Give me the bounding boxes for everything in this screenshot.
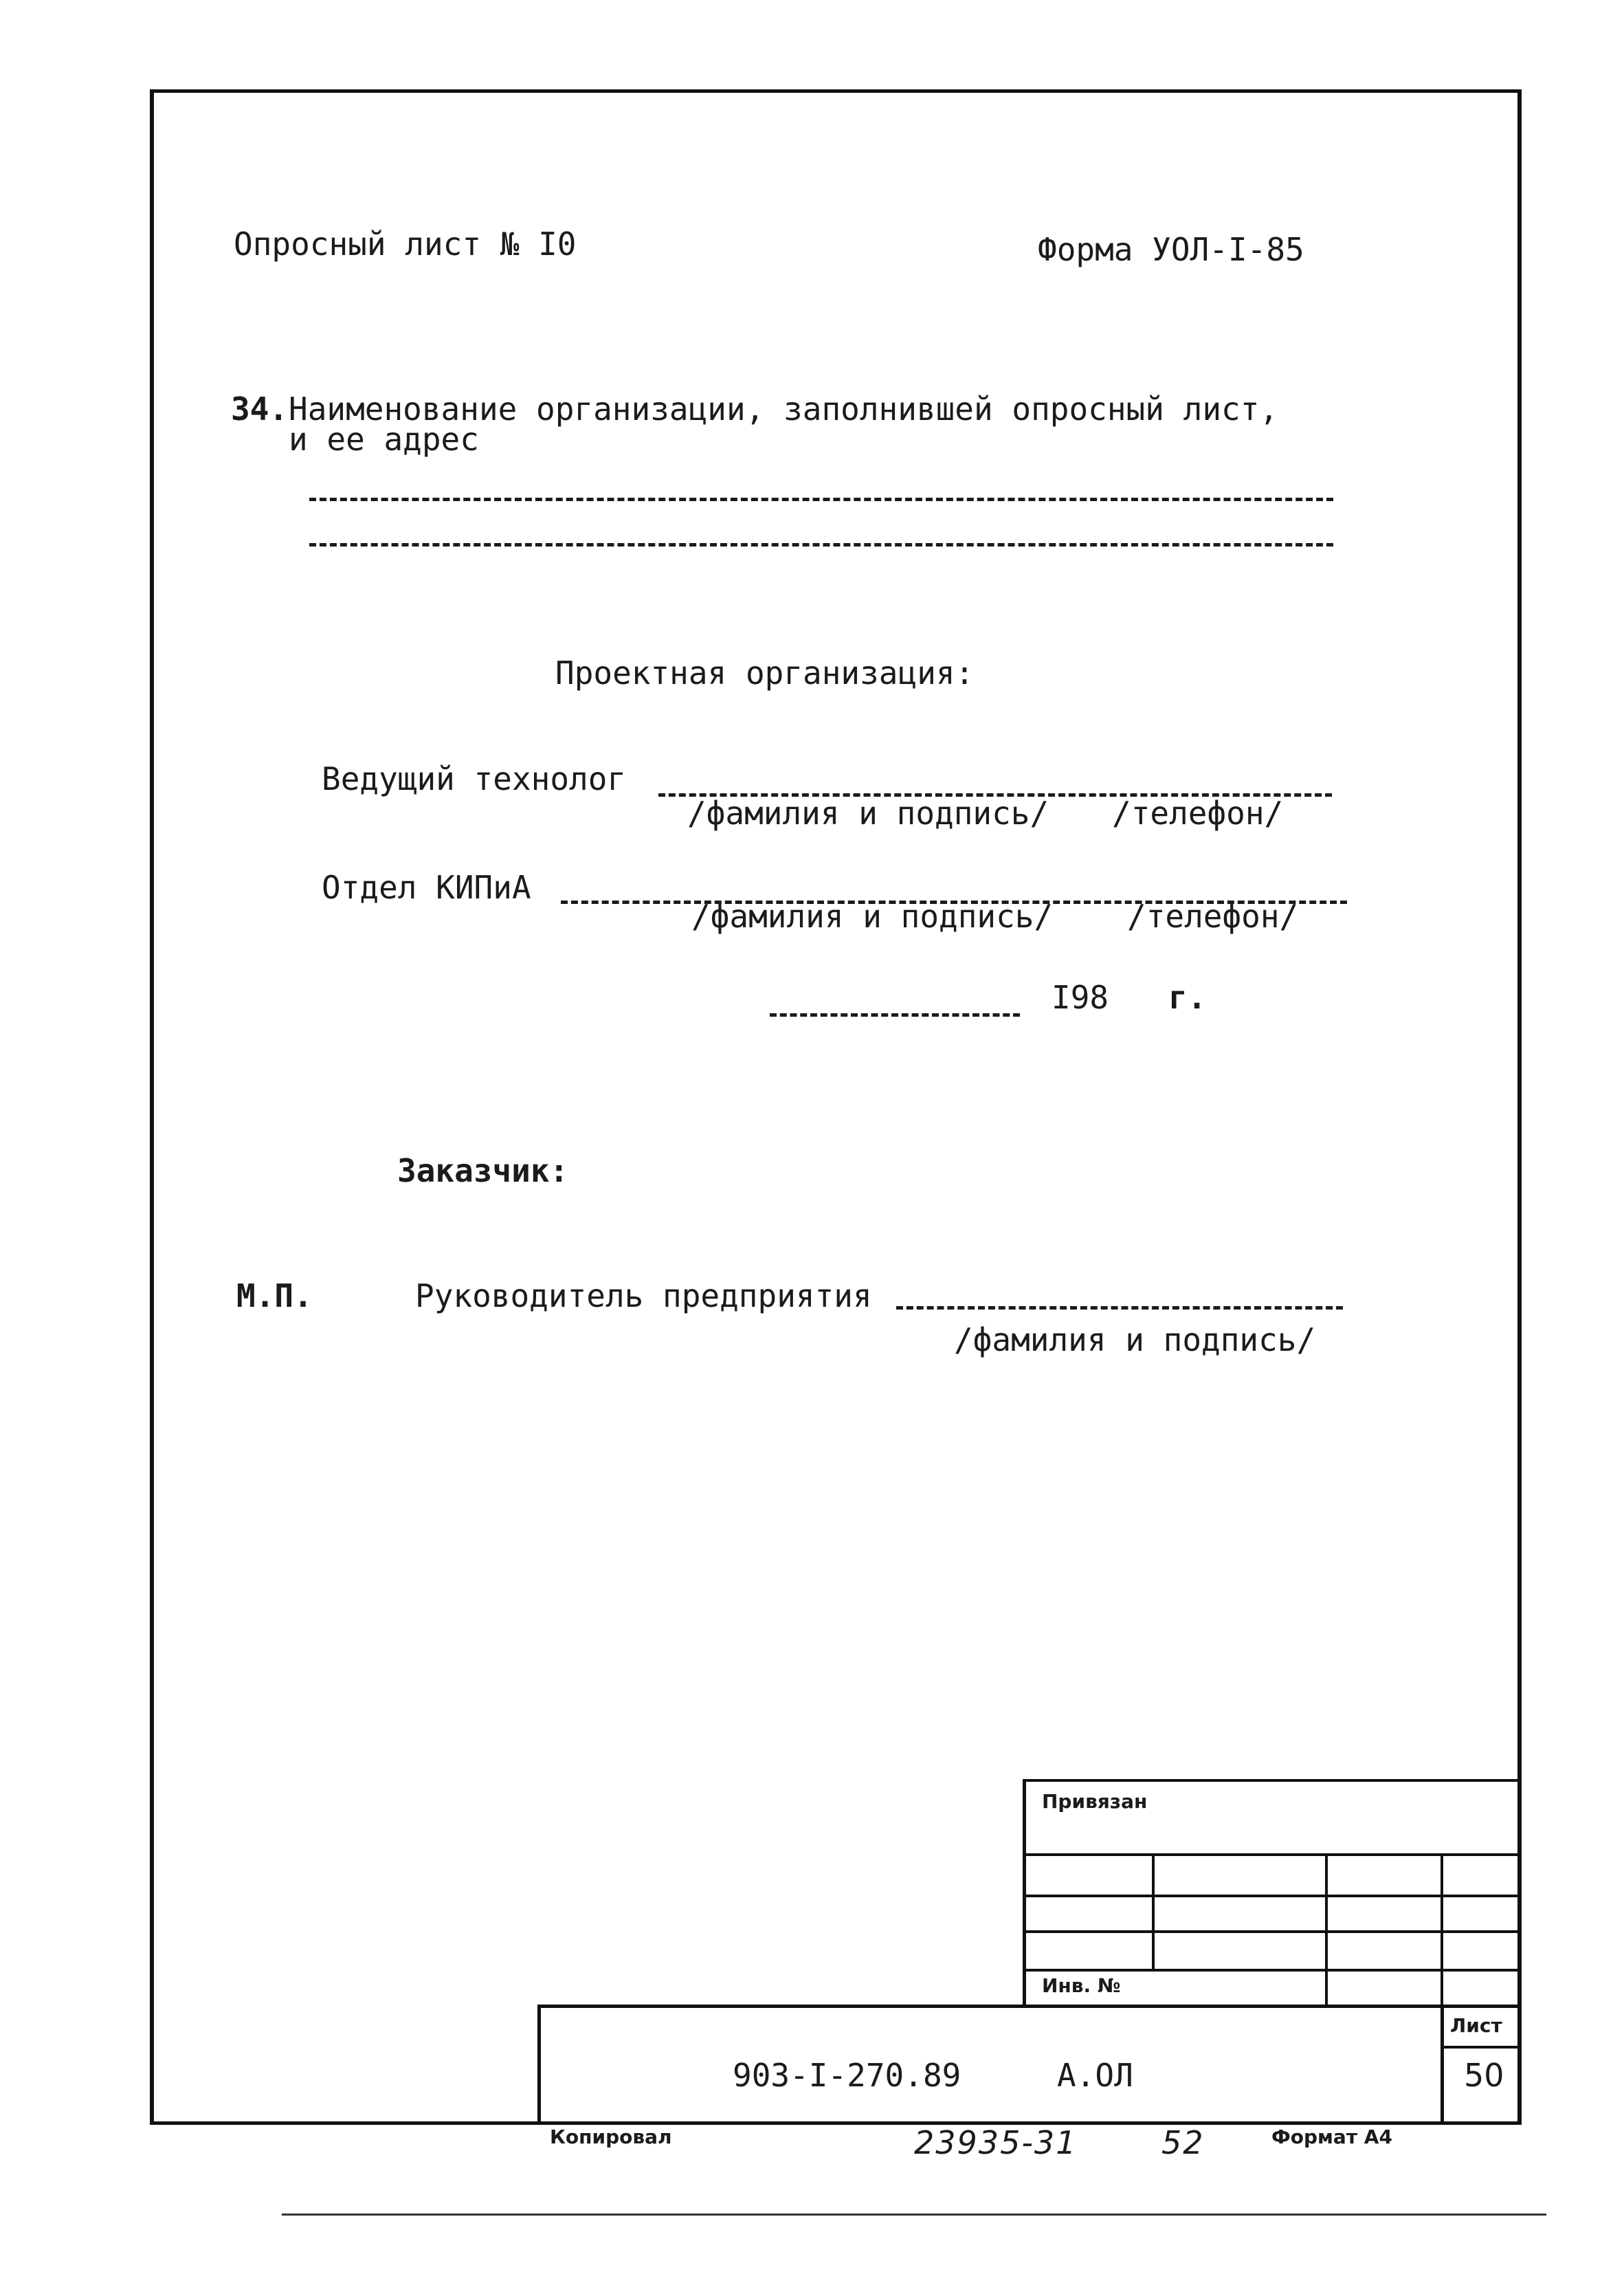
seal-label: М.П. [236,1277,313,1314]
kipia-phone-caption: /телефон/ [1127,898,1299,935]
stamp-upper-top-border [1023,1779,1519,1782]
lead-technologist-label: Ведущий технолог [322,760,627,797]
inv-number-label: Инв. № [1042,1974,1121,1997]
sheet-label: Лист [1450,2014,1502,2037]
frame-right-border [1517,89,1522,2124]
lead-technologist-name-caption: /фамилия и подпись/ [687,795,1049,832]
year-prefix: I98 [1052,979,1109,1016]
head-of-enterprise-label: Руководитель предприятия [415,1277,872,1314]
stamp-col-line-3 [1441,1853,1443,2005]
stamp-row-line-3 [1023,1930,1519,1933]
year-suffix: г. [1168,979,1207,1016]
head-name-caption: /фамилия и подпись/ [954,1321,1316,1358]
sheet-title: Опросный лист № I0 [234,225,577,263]
stamp-lower-top-border [537,2005,1519,2008]
frame-top-border [150,89,1522,93]
format-label: Формат А4 [1271,2126,1392,2148]
head-signature-line [896,1306,1343,1310]
item-text-line2: и ее адрес [289,421,479,458]
copied-label: Копировал [550,2126,672,2148]
item-text-line1: Наименование организации, заполнившей опросный лист, [289,390,1279,428]
lead-technologist-phone-caption: /телефон/ [1112,795,1284,832]
stamp-col-line-2 [1325,1853,1328,2005]
handwritten-number: 23935-31 [914,2124,1078,2161]
stamp-row-line-4 [1023,1969,1519,1972]
scan-edge-line [282,2214,1546,2216]
linked-label: Привязан [1042,1790,1148,1813]
date-blank-line [770,1013,1020,1017]
customer-heading: Заказчик: [397,1152,569,1189]
stamp-upper-left-border [1023,1779,1026,2007]
stamp-sheet-row-border [1441,2046,1519,2049]
stamp-col-line-1 [1152,1853,1155,1972]
form-code: Форма УОЛ-I-85 [1038,231,1304,268]
handwritten-page: 52 [1161,2124,1205,2161]
stamp-row-line-2 [1023,1895,1519,1897]
sheet-number: 50 [1464,2057,1504,2094]
stamp-row-line-1 [1023,1853,1519,1856]
doc-suffix: А.ОЛ [1057,2057,1133,2094]
kipia-dept-label: Отдел КИПиА [322,869,531,906]
organization-name-blank-line-1 [309,498,1333,501]
item-number: 34. [231,390,289,428]
frame-left-border [150,89,154,2124]
design-org-heading: Проектная организация: [555,654,975,692]
kipia-name-caption: /фамилия и подпись/ [691,898,1054,935]
stamp-lower-left-border [537,2005,541,2123]
doc-code: 903-I-270.89 [733,2057,961,2094]
organization-name-blank-line-2 [309,543,1333,547]
frame-bottom-border [150,2121,1522,2125]
stamp-sheet-col-border [1441,2005,1444,2123]
